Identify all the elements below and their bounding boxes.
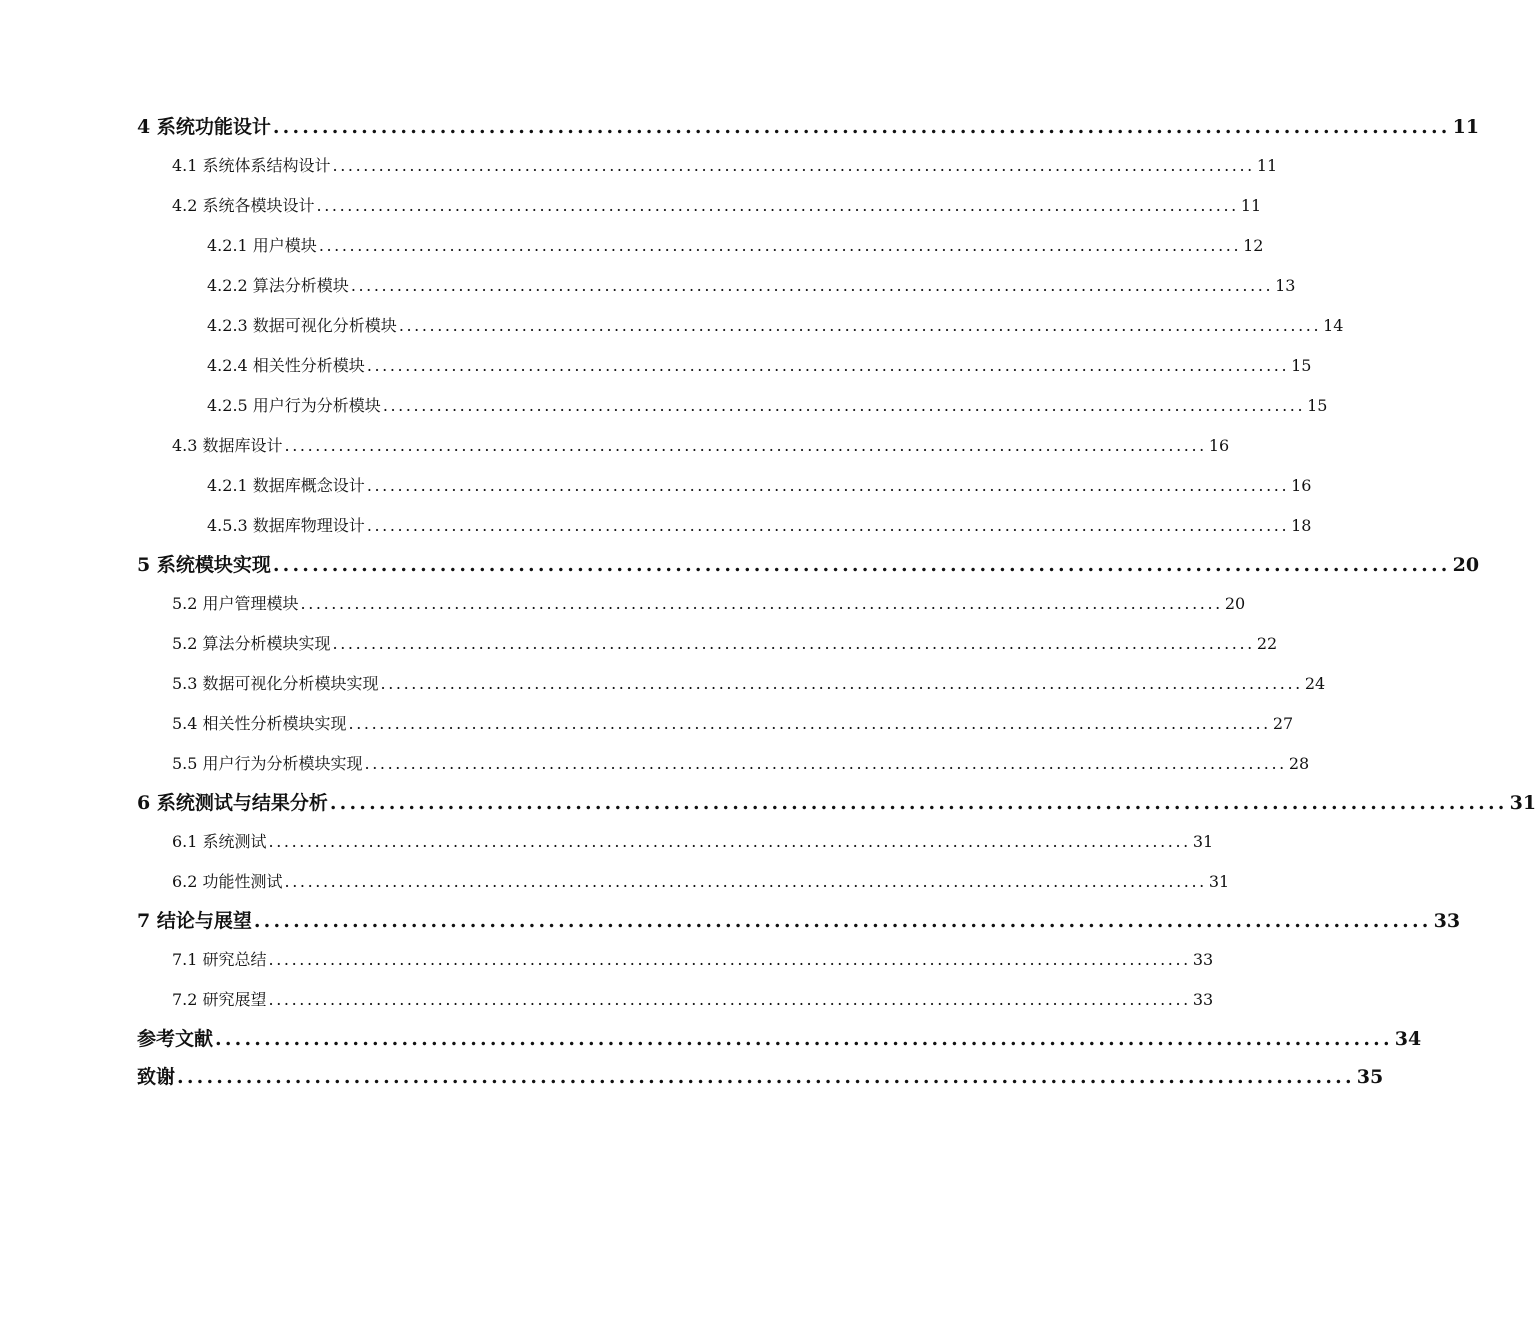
toc-entry-label: 4 系统功能设计 — [137, 116, 271, 138]
dot-leader: ........................................................................................................................ — [177, 1066, 1355, 1088]
toc-entry-4-2-5[interactable] — [0, 386, 1328, 426]
toc-entry-label: 4.2 系统各模块设计 — [172, 196, 315, 215]
dot-leader: ........................................................................................................................ — [350, 276, 1274, 295]
dot-leader: ........................................................................................................................ — [332, 634, 1255, 653]
dot-leader: ........................................................................................................................ — [284, 436, 1207, 455]
toc-entry-page: 35 — [1356, 1066, 1384, 1088]
dot-leader: ........................................................................................................................ — [398, 316, 1322, 335]
toc-entry-5-2[interactable] — [0, 624, 1278, 664]
toc-entry-page: 22 — [1256, 634, 1278, 653]
toc-entry-page: 20 — [1224, 594, 1246, 613]
dot-leader: ........................................................................................................................ — [318, 236, 1242, 255]
toc-entry-references[interactable] — [0, 1020, 1422, 1058]
toc-entry-4-2-4[interactable] — [0, 346, 1312, 386]
toc-entry-label: 4.5.3 数据库物理设计 — [207, 516, 365, 535]
toc-entry-6-1[interactable] — [0, 822, 1214, 862]
toc-entry-label: 7.1 研究总结 — [172, 950, 267, 969]
dot-leader: ........................................................................................................................ — [366, 356, 1290, 375]
toc-entry-page: 27 — [1272, 714, 1294, 733]
toc-entry-label: 5.4 相关性分析模块实现 — [172, 714, 347, 733]
toc-entry-page: 20 — [1452, 554, 1480, 576]
toc-entry-page: 31 — [1208, 872, 1230, 891]
toc-entry-page: 16 — [1291, 476, 1312, 495]
toc-entry-label: 4.1 系统体系结构设计 — [172, 156, 331, 175]
toc-entry-label: 5.2 算法分析模块实现 — [172, 634, 331, 653]
toc-entry-label: 6.2 功能性测试 — [172, 872, 283, 891]
dot-leader: ........................................................................................................................ — [366, 476, 1290, 495]
toc-entry-4-1[interactable] — [0, 146, 1278, 186]
toc-entry-label: 4.2.4 相关性分析模块 — [207, 356, 365, 375]
toc-entry-7-1[interactable] — [0, 940, 1214, 980]
toc-entry-5-1[interactable] — [0, 584, 1246, 624]
toc-entry-page: 33 — [1192, 950, 1214, 969]
toc-entry-5-3[interactable] — [0, 664, 1326, 704]
table-of-contents — [0, 108, 1536, 1096]
dot-leader: ........................................................................................................................ — [268, 990, 1191, 1009]
toc-entry-chapter-5[interactable] — [0, 546, 1480, 584]
toc-entry-page: 34 — [1394, 1028, 1422, 1050]
toc-entry-label: 4.2.1 用户模块 — [207, 236, 317, 255]
dot-leader: ........................................................................................................................ — [300, 594, 1223, 613]
toc-entry-4-3-2[interactable] — [0, 506, 1312, 546]
toc-entry-4-2-2[interactable] — [0, 266, 1296, 306]
toc-entry-page: 31 — [1509, 792, 1536, 814]
dot-leader: ........................................................................................................................ — [272, 554, 1451, 576]
toc-entry-4-3-1[interactable] — [0, 466, 1312, 506]
toc-entry-page: 11 — [1240, 196, 1262, 215]
toc-entry-label: 致谢 — [137, 1066, 176, 1088]
toc-entry-chapter-7[interactable] — [0, 902, 1461, 940]
toc-entry-7-2[interactable] — [0, 980, 1214, 1020]
toc-entry-4-2[interactable] — [0, 186, 1262, 226]
toc-entry-4-3[interactable] — [0, 426, 1230, 466]
toc-entry-page: 15 — [1307, 396, 1328, 415]
toc-entry-page: 18 — [1291, 516, 1312, 535]
toc-entry-5-5[interactable] — [0, 744, 1310, 784]
dot-leader: ........................................................................................................................ — [332, 156, 1255, 175]
dot-leader: ........................................................................................................................ — [316, 196, 1239, 215]
toc-entry-4-2-3[interactable] — [0, 306, 1344, 346]
toc-entry-page: 11 — [1256, 156, 1278, 175]
toc-entry-label: 4.3 数据库设计 — [172, 436, 283, 455]
toc-entry-page: 28 — [1288, 754, 1310, 773]
toc-entry-label: 5.3 数据可视化分析模块实现 — [172, 674, 379, 693]
dot-leader: ........................................................................................................................ — [284, 872, 1207, 891]
toc-entry-label: 6 系统测试与结果分析 — [137, 792, 328, 814]
toc-entry-page: 13 — [1275, 276, 1296, 295]
dot-leader: ........................................................................................................................ — [272, 116, 1451, 138]
toc-entry-label: 7 结论与展望 — [137, 910, 252, 932]
toc-entry-page: 12 — [1243, 236, 1264, 255]
dot-leader: ........................................................................................................................ — [329, 792, 1508, 814]
toc-entry-page: 15 — [1291, 356, 1312, 375]
dot-leader: ........................................................................................................................ — [380, 674, 1303, 693]
toc-entry-label: 5.2 用户管理模块 — [172, 594, 299, 613]
toc-entry-page: 11 — [1452, 116, 1480, 138]
toc-entry-label: 参考文献 — [137, 1028, 214, 1050]
dot-leader: ........................................................................................................................ — [366, 516, 1290, 535]
toc-entry-label: 4.2.2 算法分析模块 — [207, 276, 349, 295]
toc-entry-page: 14 — [1323, 316, 1344, 335]
toc-entry-4-2-1[interactable] — [0, 226, 1264, 266]
dot-leader: ........................................................................................................................ — [268, 832, 1191, 851]
toc-entry-label: 5 系统模块实现 — [137, 554, 271, 576]
dot-leader: ........................................................................................................................ — [215, 1028, 1393, 1050]
dot-leader: ........................................................................................................................ — [364, 754, 1287, 773]
toc-entry-chapter-6[interactable] — [0, 784, 1536, 822]
toc-entry-6-2[interactable] — [0, 862, 1230, 902]
dot-leader: ........................................................................................................................ — [382, 396, 1306, 415]
toc-entry-label: 5.5 用户行为分析模块实现 — [172, 754, 363, 773]
toc-entry-page: 33 — [1192, 990, 1214, 1009]
toc-entry-acknowledgements[interactable] — [0, 1058, 1384, 1096]
dot-leader: ........................................................................................................................ — [253, 910, 1432, 932]
toc-entry-label: 7.2 研究展望 — [172, 990, 267, 1009]
toc-entry-5-4[interactable] — [0, 704, 1294, 744]
toc-entry-label: 4.2.5 用户行为分析模块 — [207, 396, 381, 415]
toc-entry-chapter-4[interactable] — [0, 108, 1480, 146]
toc-entry-page: 33 — [1433, 910, 1461, 932]
toc-entry-label: 4.2.3 数据可视化分析模块 — [207, 316, 397, 335]
dot-leader: ........................................................................................................................ — [268, 950, 1191, 969]
dot-leader: ........................................................................................................................ — [348, 714, 1271, 733]
toc-entry-label: 6.1 系统测试 — [172, 832, 267, 851]
toc-entry-page: 31 — [1192, 832, 1214, 851]
toc-entry-page: 24 — [1304, 674, 1326, 693]
toc-entry-page: 16 — [1208, 436, 1230, 455]
toc-entry-label: 4.2.1 数据库概念设计 — [207, 476, 365, 495]
